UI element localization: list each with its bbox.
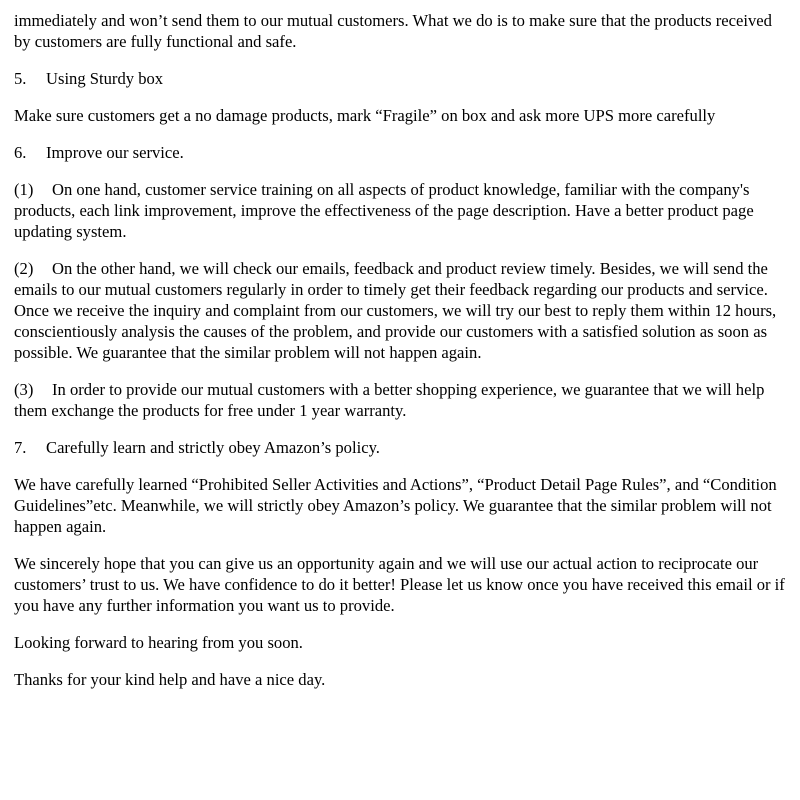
sub-item-1-number: (1) xyxy=(14,180,34,199)
sub-item-1-text: On one hand, customer service training on all aspects of product knowledge, familiar with the company's products, each link improvement, improve the effectiveness of the page description. Have a better product page updating system. xyxy=(14,180,754,241)
paragraph-thanks: Thanks for your kind help and have a nice day. xyxy=(14,670,326,689)
sub-item-2-number: (2) xyxy=(14,259,34,278)
heading-7 xyxy=(14,437,786,458)
heading-7-text: Carefully learn and strictly obey Amazon’s policy. xyxy=(46,438,380,457)
paragraph-5: Make sure customers get a no damage products, mark “Fragile” on box and ask more UPS more carefully xyxy=(14,106,716,125)
sub-item-2-text: On the other hand, we will check our emails, feedback and product review timely. Besides, we will send the emails to our mutual customers regularly in order to timely get their feedback regarding our products and service. Once we receive the inquiry and complaint from our customers, we will try our best to reply them within 12 hours, conscientiously analysis the causes of the problem, and provide our customers with a satisfied solution as soon as possible. We guarantee that the similar problem will not happen again. xyxy=(14,259,777,362)
document-body xyxy=(14,10,786,706)
heading-5-text: Using Sturdy box xyxy=(46,69,164,88)
sub-item-1 xyxy=(14,179,786,242)
paragraph-looking-forward: Looking forward to hearing from you soon. xyxy=(14,633,303,652)
paragraph-7: We have carefully learned “Prohibited Seller Activities and Actions”, “Product Detail Page Rules”, and “Condition Guidelines”etc. Meanwhile, we will strictly obey Amazon’s policy. We guarantee that the similar problem will not happen again. xyxy=(14,475,777,536)
sub-item-3 xyxy=(14,379,786,421)
paragraph-intro-continuation: immediately and won’t send them to our mutual customers. What we do is to make sure that the products received by customers are fully functional and safe. xyxy=(14,11,772,51)
heading-6-number: 6. xyxy=(14,143,27,162)
paragraph-hope: We sincerely hope that you can give us an opportunity again and we will use our actual action to reciprocate our customers’ trust to us. We have confidence to do it better! Please let us know once you have received this email or if you have any further information you want us to provide. xyxy=(14,554,785,615)
heading-6-text: Improve our service. xyxy=(46,143,184,162)
heading-5 xyxy=(14,68,786,89)
heading-7-number: 7. xyxy=(14,438,27,457)
heading-5-number: 5. xyxy=(14,69,27,88)
sub-item-3-text: In order to provide our mutual customers with a better shopping experience, we guarantee that we will help them exchange the products for free under 1 year warranty. xyxy=(14,380,765,420)
heading-6 xyxy=(14,142,786,163)
sub-item-2 xyxy=(14,258,786,363)
sub-item-3-number: (3) xyxy=(14,380,34,399)
